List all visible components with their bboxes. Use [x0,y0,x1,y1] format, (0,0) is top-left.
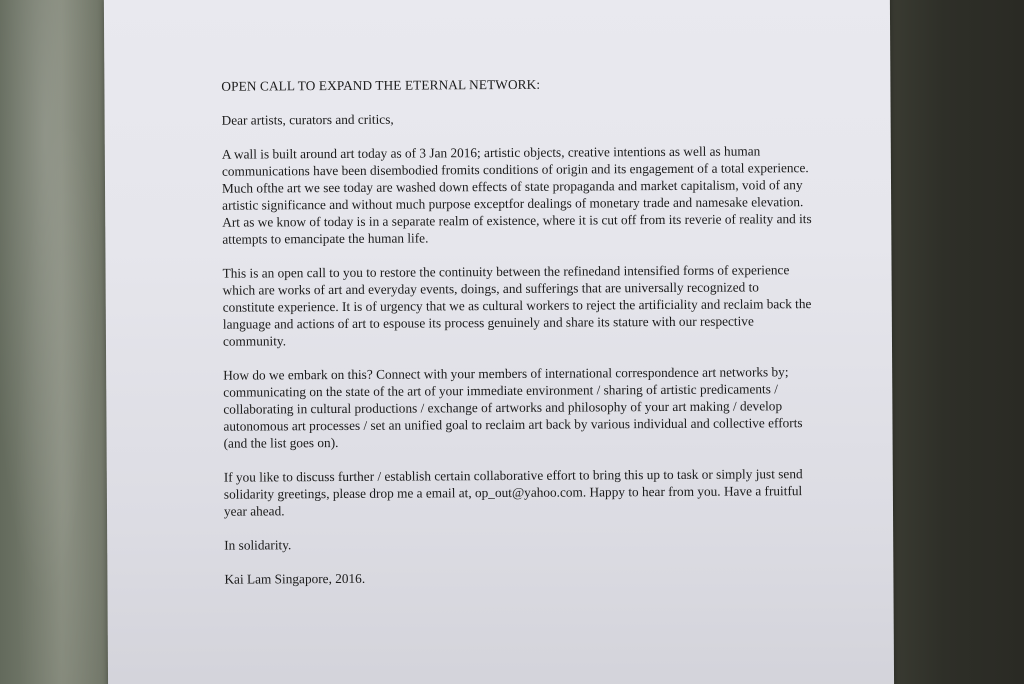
letter-paragraph-1: A wall is built around art today as of 3 Jan 2016; artistic objects, creative intentions as well as human communications have been disembodied fromits conditions of origin and its engagement of a total experience. Much ofthe art we see today are washed down effects of state propaganda and market capitalism, void of any artistic significance and without much purpose exceptfor dealings of monetary trade and namesake elevation. Art as we know of today is in a separate realm of existence, where it is cut off from its reverie of reality and its attempts to emancipate the human life. [221,143,812,247]
background-surface-right [890,0,1024,684]
letter-closing: In solidarity. [224,537,292,553]
letter-paragraph-4: If you like to discuss further / establish certain collaborative effort to bring this up to task or simply just send solidarity greetings, please drop me a email at, op_out@yahoo.com. Happy to hear from you. Have a fruitful year ahead. [223,466,803,519]
background-surface-left [0,0,112,684]
letter-title: OPEN CALL TO EXPAND THE ETERNAL NETWORK: [221,76,541,94]
letter-body [221,74,814,588]
paper-sheet [104,0,894,684]
letter-paragraph-3: How do we embark on this? Connect with your members of international correspondence art networks by; communicating on the state of the art of your immediate environment / sharing of artistic predicaments / collaborating in cultural productions / exchange of artworks and philosophy of your art making / develop autonomous art processes / set an unified goal to reclaim art back by various individual and collective efforts (and the list goes on). [223,364,803,451]
letter-signature: Kai Lam Singapore, 2016. [224,570,366,587]
letter-paragraph-2: This is an open call to you to restore the continuity between the refinedand intensified forms of experience which are works of art and everyday events, doings, and sufferings that are universally recognized to constitute experience. It is of urgency that we as cultural workers to reject the artificiality and reclaim back the language and actions of art to espouse its process genuinely and share its stature with our respective community. [222,262,812,349]
letter-salutation: Dear artists, curators and critics, [221,111,394,128]
